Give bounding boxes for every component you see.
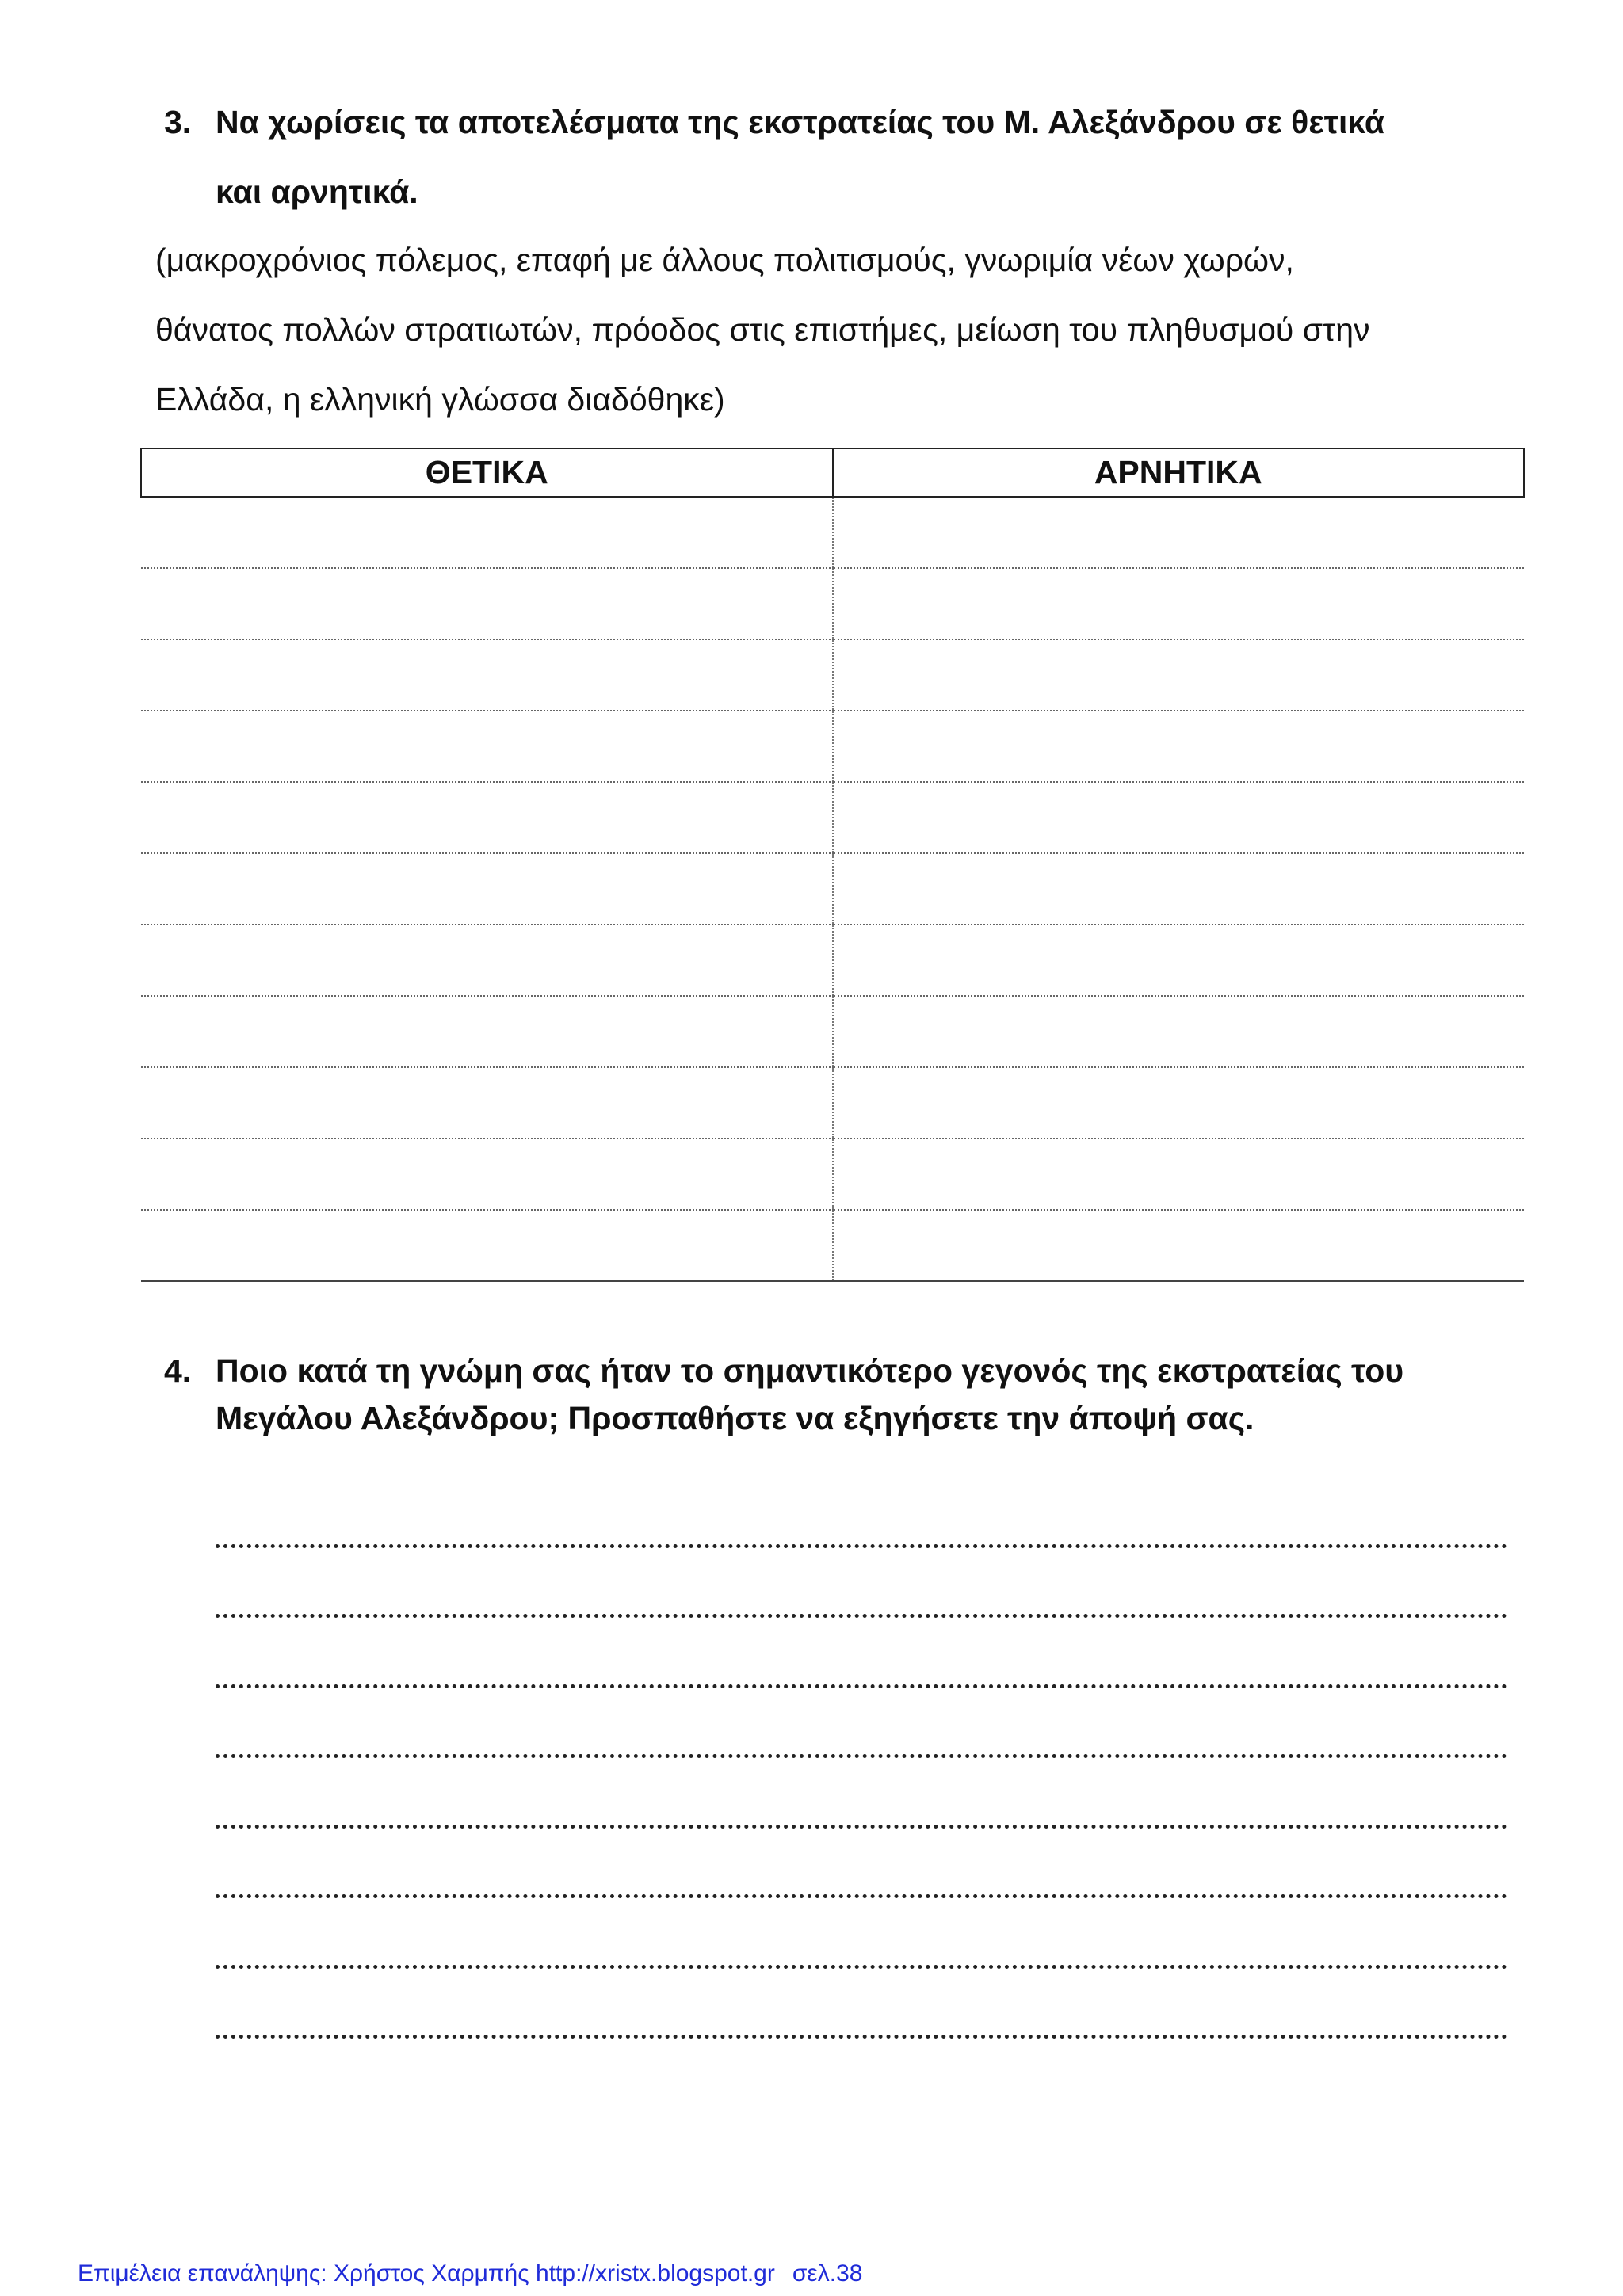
negative-cell[interactable]	[833, 925, 1525, 996]
question-text-line-1: Να χωρίσεις τα αποτελέσματα της εκστρατείας του Μ. Αλεξάνδρου σε θετικά	[216, 104, 1385, 140]
negative-cell[interactable]	[833, 711, 1525, 782]
hint-line: θάνατος πολλών στρατιωτών, πρόοδος στις επιστήμες, μείωση του πληθυσμού στην	[155, 311, 1370, 348]
table-row	[141, 711, 1524, 782]
positive-cell[interactable]	[141, 996, 833, 1067]
table-header-row	[141, 448, 1524, 497]
header-negative: ΑΡΝΗΤΙΚΑ	[833, 448, 1525, 497]
header-positive: ΘΕΤΙΚΑ	[141, 448, 833, 497]
negative-cell[interactable]	[833, 568, 1525, 639]
positive-cell[interactable]	[141, 853, 833, 925]
positive-cell[interactable]	[141, 1210, 833, 1281]
negative-cell[interactable]	[833, 639, 1525, 711]
answer-line[interactable]	[216, 1509, 1507, 1580]
table-row	[141, 1210, 1524, 1281]
answer-line[interactable]	[216, 2000, 1507, 2071]
positive-cell[interactable]	[141, 639, 833, 711]
footer-credit: Επιμέλεια επανάληψης: Χρήστος Χαρμπής http://xristx.blogspot.gr	[78, 2260, 775, 2286]
table-row	[141, 925, 1524, 996]
negative-cell[interactable]	[833, 853, 1525, 925]
answer-line[interactable]	[216, 1580, 1507, 1650]
table-row	[141, 497, 1524, 568]
table-row	[141, 1138, 1524, 1210]
table-row	[141, 1067, 1524, 1138]
footer	[78, 2260, 862, 2287]
question-number: 4.	[164, 1352, 192, 1389]
positive-cell[interactable]	[141, 1138, 833, 1210]
table-row	[141, 996, 1524, 1067]
answer-line[interactable]	[216, 1650, 1507, 1720]
positive-cell[interactable]	[141, 711, 833, 782]
negative-cell[interactable]	[833, 1210, 1525, 1281]
negative-cell[interactable]	[833, 1067, 1525, 1138]
table-row	[141, 782, 1524, 853]
answer-line[interactable]	[216, 1720, 1507, 1791]
table-row	[141, 853, 1524, 925]
negative-cell[interactable]	[833, 996, 1525, 1067]
table-body	[141, 497, 1524, 1281]
footer-page-number: σελ.38	[792, 2260, 863, 2286]
answer-lines	[216, 1509, 1507, 2070]
table-row	[141, 639, 1524, 711]
positive-cell[interactable]	[141, 782, 833, 853]
negative-cell[interactable]	[833, 782, 1525, 853]
positive-cell[interactable]	[141, 925, 833, 996]
question-text-line-2: Μεγάλου Αλεξάνδρου; Προσπαθήστε να εξηγήσετε την άποψή σας.	[216, 1400, 1254, 1436]
negative-cell[interactable]	[833, 1138, 1525, 1210]
positive-cell[interactable]	[141, 497, 833, 568]
answer-line[interactable]	[216, 1790, 1507, 1860]
hint-line: (μακροχρόνιος πόλεμος, επαφή με άλλους πολιτισμούς, γνωριμία νέων χωρών,	[155, 242, 1294, 278]
question-number: 3.	[164, 104, 192, 140]
answer-line[interactable]	[216, 1930, 1507, 2000]
positive-cell[interactable]	[141, 568, 833, 639]
positive-cell[interactable]	[141, 1067, 833, 1138]
question-text-line-2: και αρνητικά.	[216, 174, 418, 210]
table-row	[141, 568, 1524, 639]
negative-cell[interactable]	[833, 497, 1525, 568]
question-text-line-1: Ποιο κατά τη γνώμη σας ήταν το σημαντικότερο γεγονός της εκστρατείας του	[216, 1352, 1404, 1389]
hint-line: Ελλάδα, η ελληνική γλώσσα διαδόθηκε)	[155, 381, 725, 418]
hint-text	[155, 225, 1370, 434]
answer-line[interactable]	[216, 1860, 1507, 1931]
sorting-table	[140, 448, 1525, 1282]
